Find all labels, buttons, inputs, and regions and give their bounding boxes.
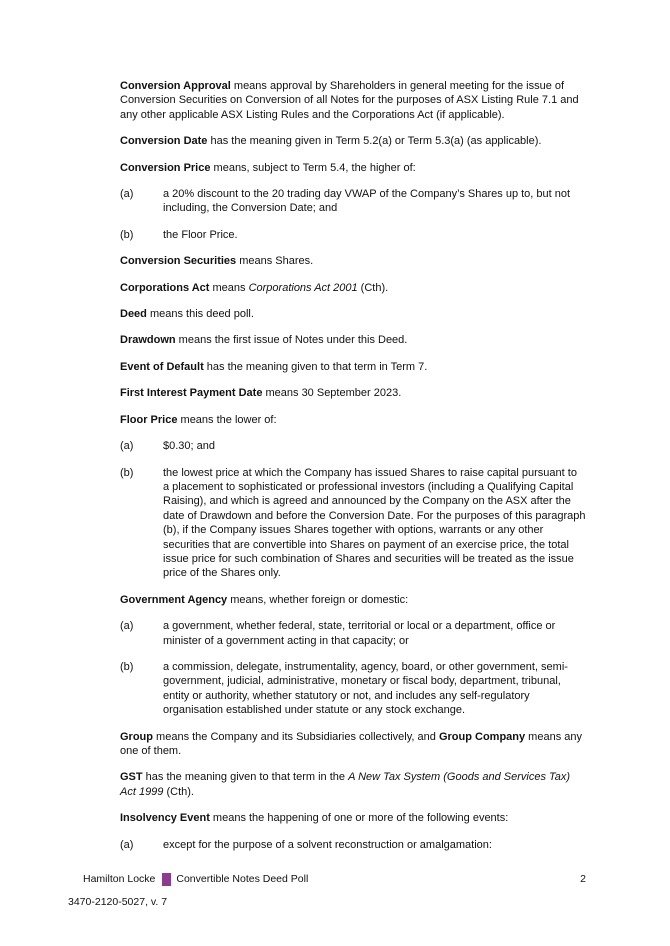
- list-item-text: [163, 467, 586, 580]
- defined-term: Group Company: [438, 730, 526, 743]
- defined-term: Insolvency Event: [120, 812, 210, 825]
- defined-term: Corporations Act: [120, 281, 210, 294]
- defined-term: GST: [120, 771, 143, 784]
- document-body: [120, 79, 586, 864]
- list-item-text: [163, 188, 570, 214]
- footer-document-reference: 3470-2120-5027, v. 7: [68, 896, 168, 908]
- definition-text: (Cth).: [357, 281, 389, 294]
- defined-term: First Interest Payment Date: [120, 387, 263, 400]
- definition-text: a 20% discount to the 20 trading day VWAP of the Company’s Shares up to, but not including, the Conversion Date; and: [163, 188, 571, 215]
- definition-text: the lowest price at which the Company has issued Shares to raise capital pursuant to a placement to sophisticated or professional investors (including a Qualifying Capital Raising), and which is agreed and announced by the Company on the ASX after the date of Drawdown and before the Conversion Date. For the purposes of this paragraph (b), if the Company issues Shares together with options, warrants or any other securities that are convertible into Shares on payment of an exercise price, the total issue price for such combination of Shares and securities will be treated as the issue price of the Shares only.: [163, 466, 586, 580]
- defined-term: Group: [120, 730, 153, 743]
- definition-text: a government, whether federal, state, territorial or local or a department, office or minister of a government acting in that capacity; or: [163, 620, 556, 647]
- definition-text: has the meaning given to that term in the: [142, 771, 349, 784]
- footer-document-title: Convertible Notes Deed Poll: [176, 873, 309, 885]
- definition-paragraph: [120, 254, 586, 268]
- definition-text: means the lower of:: [177, 413, 277, 426]
- statute-reference: A New Tax System (Goods and Services Tax) Act 1999: [120, 771, 571, 798]
- definition-text: means any one of them.: [120, 730, 582, 757]
- list-item-label: (b): [120, 660, 134, 673]
- defined-term: Conversion Price: [120, 161, 211, 174]
- definition-list-item: [120, 466, 586, 581]
- footer-accent-square-icon: [162, 873, 171, 886]
- definition-paragraph: [120, 134, 586, 148]
- definition-text: has the meaning given to that term in Term 7.: [203, 360, 428, 373]
- definition-paragraph: [120, 811, 586, 825]
- definition-list-item: [120, 187, 586, 216]
- definition-text: except for the purpose of a solvent reconstruction or amalgamation:: [163, 838, 492, 851]
- definition-paragraph: [120, 360, 586, 374]
- definition-text: means approval by Shareholders in general meeting for the issue of Conversion Securities on Conversion of all Notes for the purposes of ASX Listing Rule 7.1 and any other applicable ASX Listing Rules and the Corporations Act (if applicable).: [120, 80, 579, 121]
- definition-text: means, whether foreign or domestic:: [227, 593, 409, 606]
- definition-text: means: [209, 281, 249, 294]
- list-item-label: (a): [120, 440, 134, 453]
- defined-term: Conversion Approval: [120, 80, 231, 92]
- definition-text: means the Company and its Subsidiaries collectively, and: [153, 730, 439, 743]
- list-item-label: (a): [120, 838, 134, 851]
- list-item-text: [163, 440, 215, 452]
- defined-term: Drawdown: [120, 334, 176, 347]
- list-item-text: [163, 229, 238, 241]
- definition-paragraph: [120, 333, 586, 347]
- page-number: 2: [580, 873, 586, 885]
- defined-term: Event of Default: [120, 360, 204, 373]
- definition-paragraph: [120, 386, 586, 400]
- definition-list-item: [120, 660, 586, 718]
- list-item-text: [163, 661, 568, 716]
- list-item-label: (b): [120, 228, 134, 241]
- definition-text: the Floor Price.: [163, 228, 238, 241]
- definition-paragraph: [120, 593, 586, 607]
- list-item-text: [163, 620, 555, 646]
- definition-paragraph: [120, 161, 586, 175]
- defined-term: Conversion Securities: [120, 255, 237, 268]
- definition-text: means the first issue of Notes under this Deed.: [175, 334, 408, 347]
- definition-list-item: [120, 838, 586, 852]
- definition-list-item: [120, 439, 586, 453]
- page-footer: [83, 873, 586, 886]
- definition-text: $0.30; and: [163, 440, 215, 453]
- statute-reference: Corporations Act 2001: [248, 281, 358, 294]
- definition-paragraph: [120, 281, 586, 295]
- definition-text: means, subject to Term 5.4, the higher of:: [210, 161, 416, 174]
- definition-text: has the meaning given in Term 5.2(a) or Term 5.3(a) (as applicable).: [207, 135, 542, 148]
- definition-paragraph: [120, 307, 586, 321]
- definition-list-item: [120, 228, 586, 242]
- definition-paragraph: [120, 730, 586, 759]
- list-item-label: (a): [120, 188, 134, 201]
- definition-list-item: [120, 619, 586, 648]
- definition-text: (Cth).: [163, 785, 194, 798]
- defined-term: Government Agency: [120, 593, 228, 606]
- defined-term: Deed: [120, 308, 147, 321]
- definition-text: a commission, delegate, instrumentality, agency, board, or other government, semi-government, judicial, administrative, monetary or fiscal body, department, tribunal, entity or authority, whether statutory or not, and includes any self-regulatory organisation established under statute or any stock exchange.: [163, 660, 568, 717]
- definition-paragraph: [120, 413, 586, 427]
- definition-text: means 30 September 2023.: [262, 387, 402, 400]
- definition-text: means the happening of one or more of the following events:: [209, 812, 509, 825]
- list-item-text: [163, 839, 492, 851]
- definition-text: means Shares.: [236, 255, 314, 268]
- definition-paragraph: [120, 770, 586, 799]
- defined-term: Conversion Date: [120, 135, 208, 148]
- footer-firm-name: Hamilton Locke: [83, 873, 156, 885]
- list-item-label: (b): [120, 466, 134, 479]
- list-item-label: (a): [120, 620, 134, 633]
- defined-term: Floor Price: [120, 413, 178, 426]
- definition-paragraph: [120, 79, 586, 122]
- definition-text: means this deed poll.: [146, 308, 254, 321]
